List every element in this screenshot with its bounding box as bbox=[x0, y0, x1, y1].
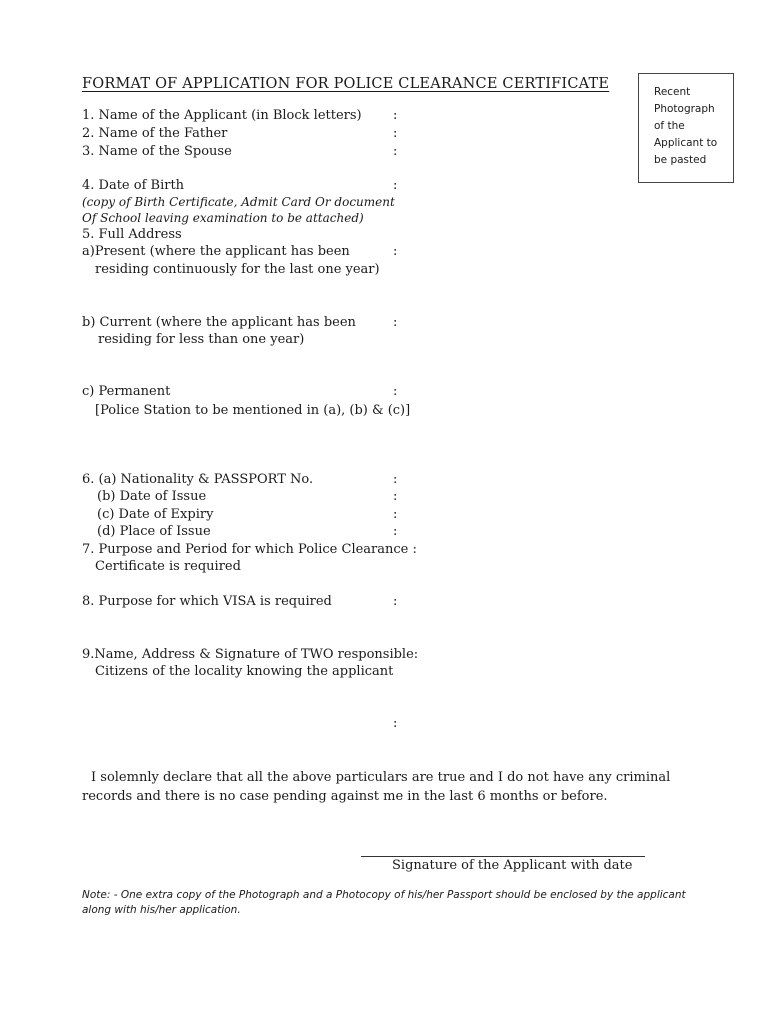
photo-box-line-2: Photograph bbox=[654, 103, 715, 115]
field-passport-expiry-date-colon: : bbox=[393, 507, 398, 522]
photo-box-line-3: of the bbox=[654, 120, 685, 132]
field-father-name-colon: : bbox=[393, 126, 398, 141]
footer-note-line-2: along with his/her application. bbox=[82, 904, 241, 916]
field-spouse-name-colon: : bbox=[393, 144, 398, 159]
field-visa-purpose-colon: : bbox=[393, 594, 398, 609]
field-date-of-birth-colon: : bbox=[393, 178, 398, 193]
field-visa-purpose-label: 8. Purpose for which VISA is required bbox=[82, 594, 332, 609]
photo-box-line-5: be pasted bbox=[654, 154, 707, 166]
field-nationality-passport-colon: : bbox=[393, 472, 398, 487]
photo-box-line-4: Applicant to bbox=[654, 137, 718, 149]
field-purpose-period-label: 7. Purpose and Period for which Police Clearance : bbox=[82, 542, 417, 557]
photo-box-line-1: Recent bbox=[654, 86, 691, 98]
field-passport-issue-place-label: (d) Place of Issue bbox=[97, 524, 211, 539]
footer-note-line-1: Note: - One extra copy of the Photograph and a Photocopy of his/her Passport should be enclosed by the applicant bbox=[82, 889, 686, 901]
field-date-of-birth-label: 4. Date of Birth bbox=[82, 178, 185, 193]
field-purpose-period-label-cont: Certificate is required bbox=[95, 559, 241, 574]
field-current-address-label: b) Current (where the applicant has been bbox=[82, 315, 356, 330]
signature-line bbox=[361, 856, 645, 857]
field-permanent-address-label: c) Permanent bbox=[82, 384, 171, 399]
declaration-line-1: I solemnly declare that all the above particulars are true and I do not have any criminal bbox=[91, 770, 671, 785]
field-spouse-name-label: 3. Name of the Spouse bbox=[82, 144, 232, 159]
field-full-address-heading: 5. Full Address bbox=[82, 227, 182, 242]
dob-document-note-line-1: (copy of Birth Certificate, Admit Card Or document bbox=[82, 195, 395, 209]
field-applicant-name-colon: : bbox=[393, 108, 398, 123]
field-father-name-label: 2. Name of the Father bbox=[82, 126, 228, 141]
declaration-line-2: records and there is no case pending against me in the last 6 months or before. bbox=[82, 789, 608, 804]
field-applicant-name-label: 1. Name of the Applicant (in Block letters) bbox=[82, 108, 362, 123]
field-passport-issue-date-label: (b) Date of Issue bbox=[97, 489, 207, 504]
field-current-address-label-cont: residing for less than one year) bbox=[98, 332, 305, 347]
field-present-address-colon: : bbox=[393, 244, 398, 259]
field-present-address-label-cont: residing continuously for the last one year) bbox=[95, 262, 380, 277]
field-passport-expiry-date-label: (c) Date of Expiry bbox=[97, 507, 214, 522]
form-title: FORMAT OF APPLICATION FOR POLICE CLEARANCE CERTIFICATE bbox=[82, 76, 610, 92]
field-permanent-address-colon: : bbox=[393, 384, 398, 399]
signature-label: Signature of the Applicant with date bbox=[392, 858, 633, 873]
dob-document-note-line-2: Of School leaving examination to be attached) bbox=[82, 211, 364, 225]
field-nationality-passport-label: 6. (a) Nationality & PASSPORT No. bbox=[82, 472, 314, 487]
field-current-address-colon: : bbox=[393, 315, 398, 330]
field-referees-colon: : bbox=[393, 716, 398, 731]
field-referees-label-cont: Citizens of the locality knowing the applicant bbox=[95, 664, 394, 679]
field-referees-label: 9.Name, Address & Signature of TWO responsible: bbox=[82, 647, 419, 662]
field-present-address-label: a)Present (where the applicant has been bbox=[82, 244, 350, 259]
police-station-note: [Police Station to be mentioned in (a), (b) & (c)] bbox=[95, 403, 411, 418]
field-passport-issue-date-colon: : bbox=[393, 489, 398, 504]
photo-placeholder-box bbox=[638, 73, 734, 183]
field-passport-issue-place-colon: : bbox=[393, 524, 398, 539]
